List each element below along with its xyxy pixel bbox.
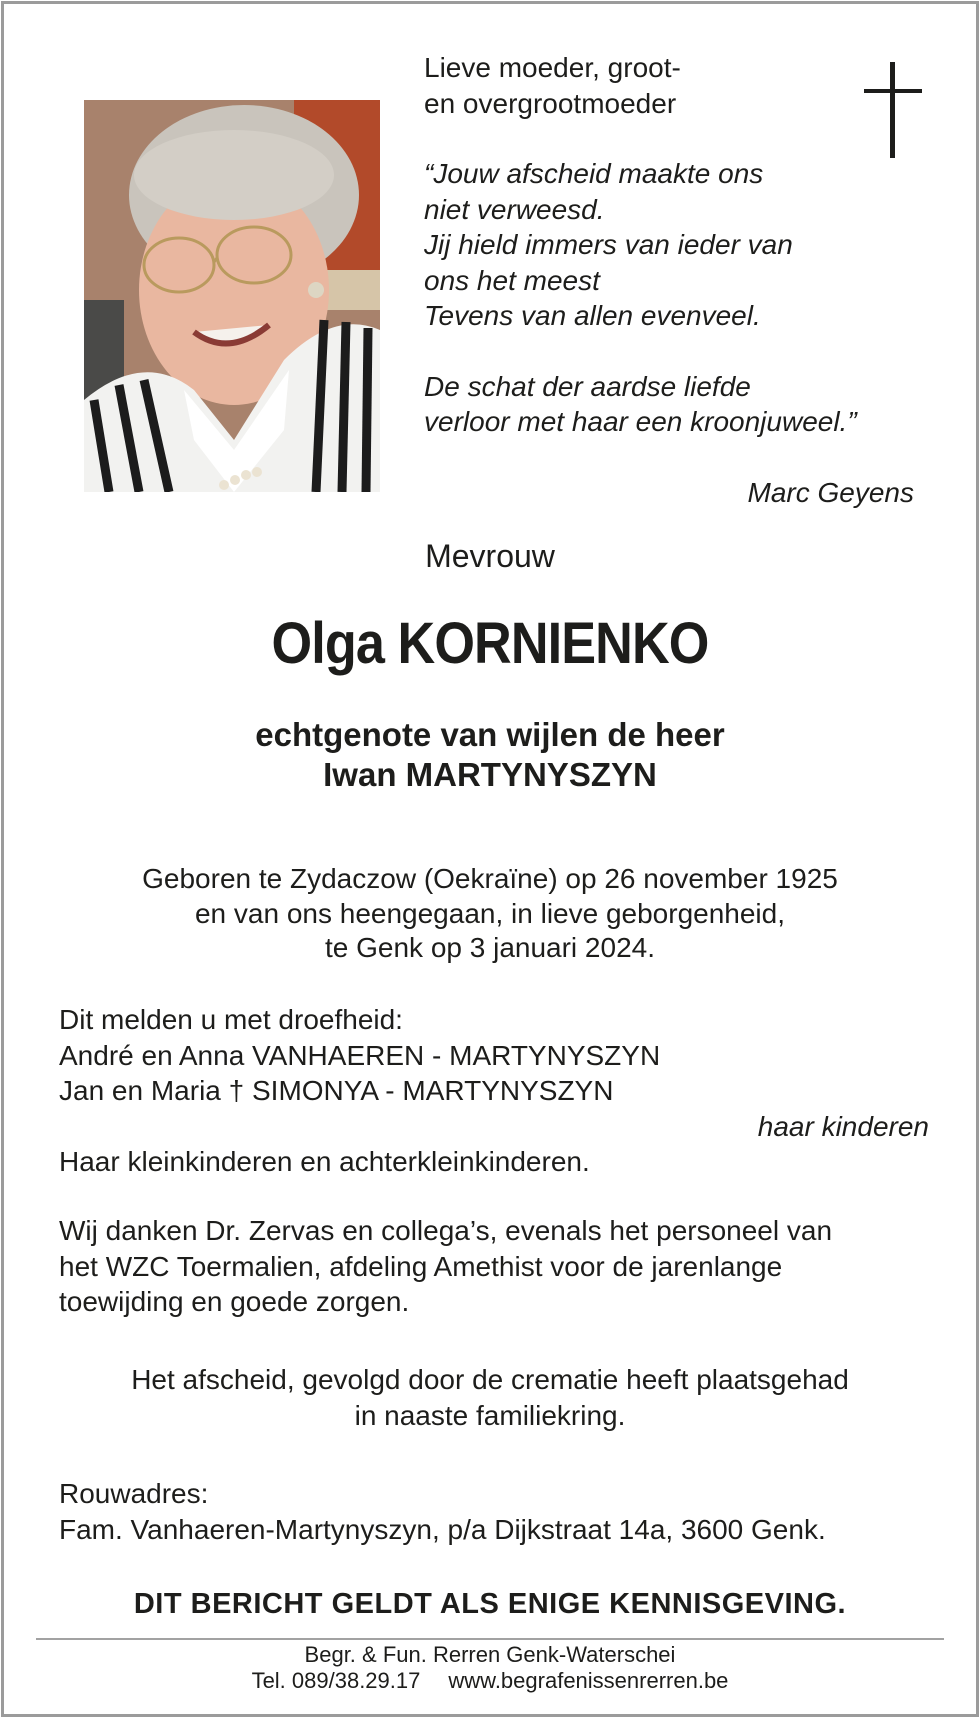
address-label: Rouwadres: xyxy=(59,1478,209,1509)
honorific: Mevrouw xyxy=(425,538,555,574)
thanks-line: toewijding en goede zorgen. xyxy=(59,1286,410,1317)
child-entry: André en Anna VANHAEREN - MARTYNYSZYN xyxy=(59,1039,661,1071)
farewell-line: Het afscheid, gevolgd door de crematie heeft plaatsgehad xyxy=(131,1364,849,1395)
children-role: haar kinderen xyxy=(757,1110,929,1142)
thanks xyxy=(59,1213,929,1320)
poem-line: “Jouw afscheid maakte ons xyxy=(424,158,764,189)
poem-stanza-1 xyxy=(424,156,914,334)
poem-line: ons het meest xyxy=(424,264,600,296)
funeral-home-name: Begr. & Fun. Rerren Genk-Waterschei xyxy=(304,1642,676,1667)
farewell-line: in naaste familiekring. xyxy=(354,1400,626,1431)
sole-notice: DIT BERICHT GELDT ALS ENIGE KENNISGEVING. xyxy=(133,1588,847,1620)
funeral-home-phone: Tel. 089/38.29.17 xyxy=(251,1668,421,1693)
death-place-line: te Genk op 3 januari 2024. xyxy=(324,932,655,963)
announcers-intro: Dit melden u met droefheid: xyxy=(59,1004,403,1035)
announcers xyxy=(59,1002,929,1180)
poem-line: niet verweesd. xyxy=(424,193,605,225)
child-entry: Jan en Maria † SIMONYA - MARTYNYSZYN xyxy=(59,1075,614,1106)
birth-death-info xyxy=(0,862,980,966)
deceased-name: Olga KORNIENKO xyxy=(271,611,709,676)
poem-line: De schat der aardse liefde xyxy=(424,370,751,402)
thanks-line: Wij danken Dr. Zervas en collega’s, evenals het personeel van xyxy=(59,1215,833,1246)
poem-stanza-2 xyxy=(424,369,914,440)
poem-intro-line: en overgrootmoeder xyxy=(424,87,677,119)
portrait-photo xyxy=(84,100,380,492)
spouse-info xyxy=(0,715,980,795)
mourning-address xyxy=(59,1476,929,1547)
spouse-name: Iwan MARTYNYSZYN xyxy=(323,756,657,793)
grandchildren: Haar kleinkinderen en achterkleinkinderen. xyxy=(59,1146,590,1177)
funeral-home-website[interactable]: www.begrafenissenrerren.be xyxy=(448,1668,729,1693)
funeral-home-footer xyxy=(0,1642,980,1694)
spouse-line: echtgenote van wijlen de heer xyxy=(255,716,725,753)
poem-intro xyxy=(424,50,914,121)
thanks-line: het WZC Toermalien, afdeling Amethist voor de jarenlange xyxy=(59,1250,783,1282)
address-value: Fam. Vanhaeren-Martynyszyn, p/a Dijkstraat 14a, 3600 Genk. xyxy=(59,1513,826,1545)
poem-intro-line: Lieve moeder, groot- xyxy=(424,52,681,83)
farewell-info xyxy=(0,1362,980,1434)
poem-line: Jij hield immers van ieder van xyxy=(424,229,793,260)
poem-line: verloor met haar een kroonjuweel.” xyxy=(424,406,857,437)
poem xyxy=(424,50,914,510)
poem-author: Marc Geyens xyxy=(747,476,914,508)
death-line: en van ons heengegaan, in lieve geborgenheid, xyxy=(194,897,786,929)
footer-divider xyxy=(36,1638,944,1640)
birth-line: Geboren te Zydaczow (Oekraïne) op 26 november 1925 xyxy=(142,863,838,894)
poem-line: Tevens van allen evenveel. xyxy=(424,300,761,331)
